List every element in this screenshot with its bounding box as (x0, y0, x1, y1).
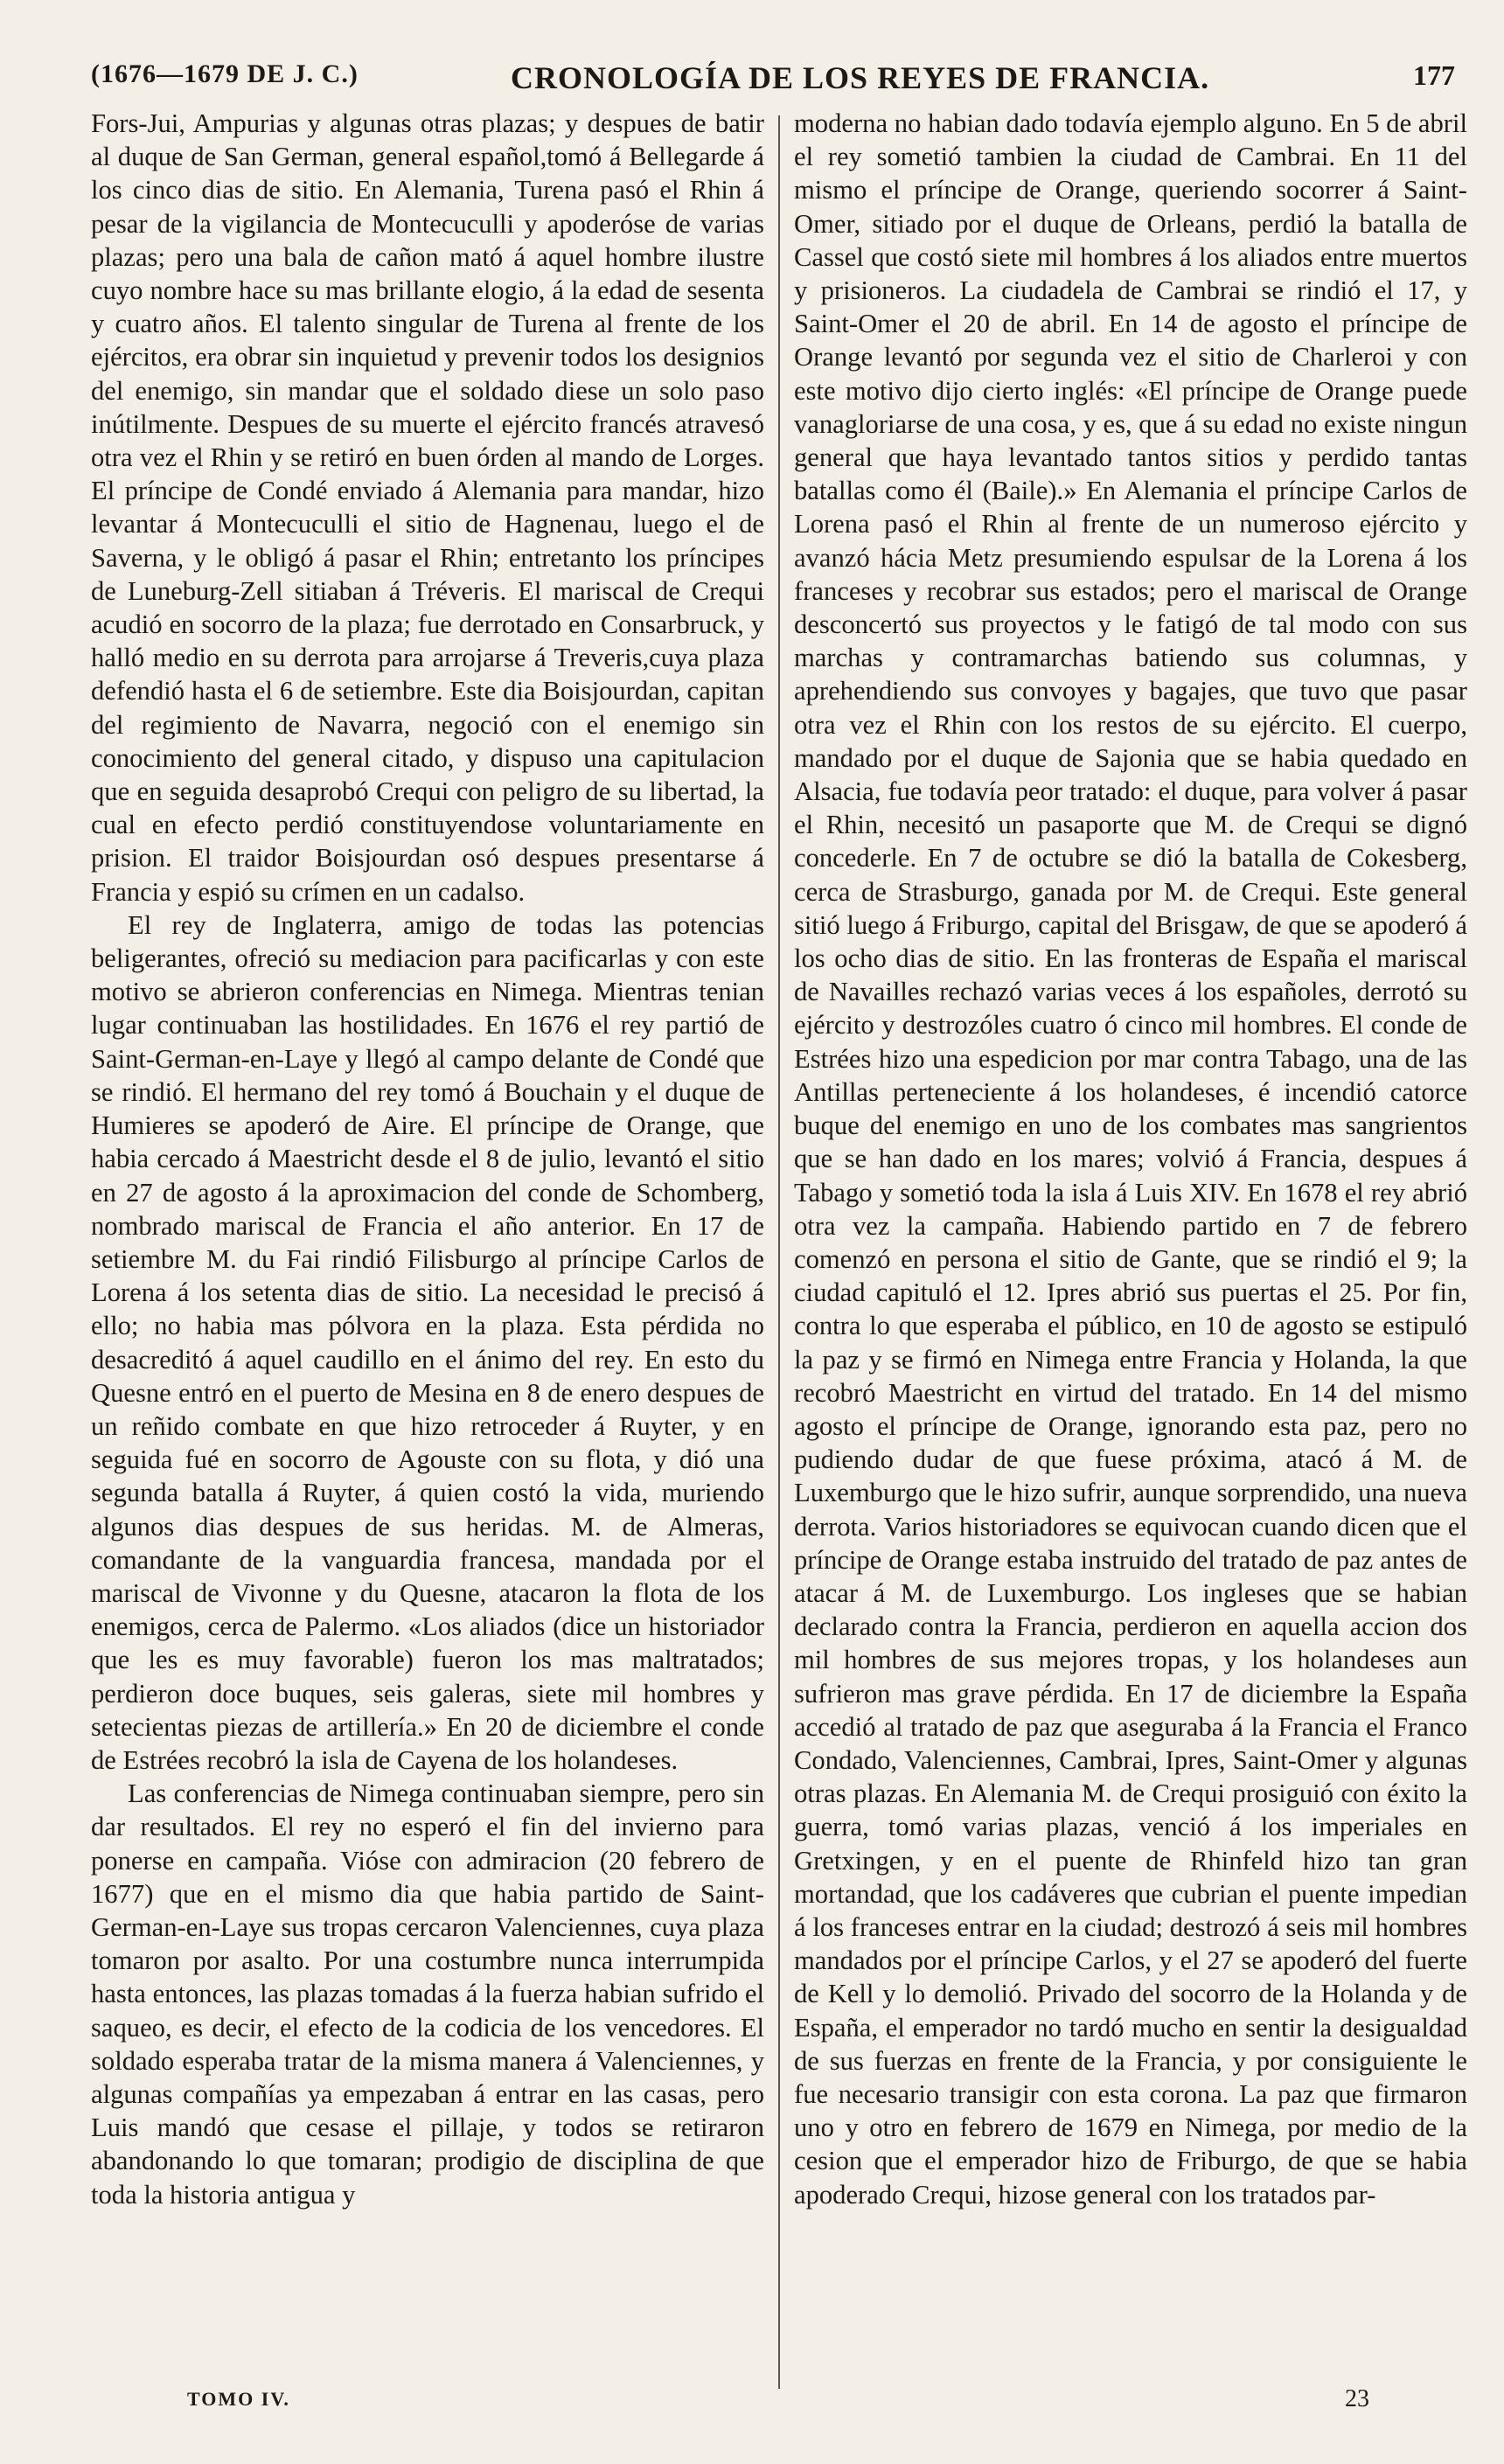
page-header (91, 59, 1455, 112)
column-divider (778, 115, 780, 2389)
left-paragraph-2: El rey de Inglaterra, amigo de todas las potencias beligerantes, ofreció su mediacion para pacificarlas y con este motivo se abrieron conferencias en Nimega. Mientras tenian lugar continuaban las hostilidades. En 1676 el rey partió de Saint-German-en-Laye y llegó al campo delante de Condé que se rindió. El hermano del rey tomó á Bouchain y el duque de Humieres se apoderó de Aire. El príncipe de Orange, que habia cercado á Maestricht desde el 8 de julio, levantó el sitio en 27 de agosto á la aproximacion del conde de Schomberg, nombrado mariscal de Francia el año anterior. En 17 de setiembre M. du Fai rindió Filisburgo al príncipe Carlos de Lorena á los setenta dias de sitio. La necesidad le precisó á ello; no habia mas pólvora en la plaza. Esta pérdida no desacreditó á aquel caudillo en el ánimo del rey. En esto du Quesne entró en el puerto de Mesina en 8 de enero despues de un reñido combate en que hizo retroceder á Ruyter, y en seguida fué en socorro de Agouste con su flota, y dió una segunda batalla á Ruyter, á quien costó la vida, muriendo algunos dias despues de sus heridas. M. de Almeras, comandante de la vanguardia francesa, mandada por el mariscal de Vivonne y du Quesne, atacaron la flota de los enemigos, cerca de Palermo. «Los aliados (dice un historiador que les es muy favorable) fueron los mas maltratados; perdieron doce buques, seis galeras, siete mil hombres y setecientas piezas de artillería.» En 20 de diciembre el conde de Estrées recobró la isla de Cayena de los holandeses. (91, 909, 764, 1775)
left-column (91, 107, 764, 2363)
header-date-range: (1676—1679 DE J. C.) (91, 59, 359, 88)
left-paragraph-1: Fors-Jui, Ampurias y algunas otras plazas; y despues de batir al duque de San German, general español,tomó á Bellegarde á los cinco dias de sitio. En Alemania, Turena pasó el Rhin á pesar de la vigilancia de Montecuculli y apoderóse de varias plazas; pero una bala de cañon mató á aquel hombre ilustre cuyo nombre hace su mas brillante elogio, á la edad de sesenta y cuatro años. El talento singular de Turena al frente de los ejércitos, era obrar sin inquietud y prevenir todos los designios del enemigo, sin mandar que el soldado diese un solo paso inútilmente. Despues de su muerte el ejército francés atravesó otra vez el Rhin y se retiró en buen órden al mando de Lorges. El príncipe de Condé enviado á Alemania para mandar, hizo levantar á Montecuculli el sitio de Hagnenau, luego el de Saverna, y le obligó á pasar el Rhin; entretanto los príncipes de Luneburg-Zell sitiaban á Tréveris. El mariscal de Crequi acudió en socorro de la plaza; fue derrotado en Consarbruck, y halló medio en su derrota para arrojarse á Treveris,cuya plaza defendió hasta el 6 de setiembre. Este dia Boisjourdan, capitan del regimiento de Navarra, negoció con el enemigo sin conocimiento del general citado, y dispuso una capitulacion que en seguida desaprobó Crequi con peligro de su libertad, la cual en efecto perdió constituyendose voluntariamente en prision. El traidor Boisjourdan osó despues presentarse á Francia y espió su crímen en un cadalso. (91, 108, 764, 907)
footer-volume: TOMO IV. (187, 2388, 290, 2410)
left-paragraph-3: Las conferencias de Nimega continuaban siempre, pero sin dar resultados. El rey no esperó el fin del invierno para ponerse en campaña. Vióse con admiracion (20 febrero de 1677) que en el mismo dia que habia partido de Saint-German-en-Laye sus tropas cercaron Valenciennes, cuya plaza tomaron por asalto. Por una costumbre nunca interrumpida hasta entonces, las plazas tomadas á la fuerza habian sufrido el saqueo, es decir, el efecto de la codicia de los vencedores. El soldado esperaba tratar de la misma manera á Valenciennes, y algunas compañías ya empezaban á entrar en las casas, pero Luis mandó que cesase el pillaje, y todos se retiraron abandonando lo que tomaran; prodigio de disciplina de que toda la historia antigua y (91, 1778, 764, 2210)
footer-signature: 23 (1345, 2385, 1369, 2412)
header-page-number: 177 (1413, 59, 1455, 91)
header-title: CRONOLOGÍA DE LOS REYES DE FRANCIA. (511, 60, 1210, 95)
right-column (794, 107, 1467, 2363)
right-paragraph-1: moderna no habian dado todavía ejemplo alguno. En 5 de abril el rey sometió tambien la ciudad de Cambrai. En 11 del mismo el príncipe de Orange, queriendo socorrer á Saint-Omer, sitiado por el duque de Orleans, perdió la batalla de Cassel que costó siete mil hombres á los aliados entre muertos y prisioneros. La ciudadela de Cambrai se rindió el 17, y Saint-Omer el 20 de abril. En 14 de agosto el príncipe de Orange levantó por segunda vez el sitio de Charleroi y con este motivo dijo cierto inglés: «El príncipe de Orange puede vanagloriarse de una cosa, y es, que á su edad no existe ningun general que haya levantado tantos sitios y perdido tantas batallas como él (Baile).» En Alemania el príncipe Carlos de Lorena pasó el Rhin al frente de un numeroso ejército y avanzó hácia Metz presumiendo espulsar de la Lorena á los franceses y recobrar sus estados; pero el mariscal de Orange desconcertó sus proyectos y le fatigó de tal modo con sus marchas y contramarchas batiendo sus columnas, y aprehendiendo sus convoyes y bagajes, que tuvo que pasar otra vez el Rhin con los restos de su ejército. El cuerpo, mandado por el duque de Sajonia que se habia quedado en Alsacia, fue todavía peor tratado: el duque, para volver á pasar el Rhin, necesitó un pasaporte que M. de Crequi se dignó concederle. En 7 de octubre se dió la batalla de Cokesberg, cerca de Strasburgo, ganada por M. de Crequi. Este general sitió luego á Friburgo, capital del Brisgaw, de que se apoderó á los ocho dias de sitio. En las fronteras de España el mariscal de Navailles rechazó varias veces á los españoles, derrotó su ejército y destrozóles cuatro ó cinco mil hombres. El conde de Estrées hizo una espedicion por mar contra Tabago, una de las Antillas perteneciente á los holandeses, é incendió catorce buque del enemigo en uno de los combates mas sangrientos que se han dado en los mares; volvió á Francia, despues á Tabago y sometió toda la isla á Luis XIV. En 1678 el rey abrió otra vez la campaña. Habiendo partido en 7 de febrero comenzó en persona el sitio de Gante, que se rindió el 9; la ciudad capituló el 12. Ipres abrió sus puertas el 25. Por fin, contra lo que esperaba el público, en 10 de agosto se estipuló la paz y se firmó en Nimega entre Francia y Holanda, la que recobró Maestricht en virtud del tratado. En 14 del mismo agosto el príncipe de Orange, ignorando esta paz, pero no pudiendo dudar de que fuese próxima, atacó á M. de Luxemburgo que le hizo sufrir, aunque sorprendido, una nueva derrota. Varios historiadores se equivocan cuando dicen que el príncipe de Orange estaba instruido del tratado de paz antes de atacar á M. de Luxemburgo. Los ingleses que se habian declarado contra la Francia, perdieron en aquella accion dos mil hombres de sus mejores tropas, y los holandeses aun sufrieron mas grave pérdida. En 17 de diciembre la España accedió al tratado de paz que aseguraba á la Francia el Franco Condado, Valenciennes, Cambrai, Ipres, Saint-Omer y algunas otras plazas. En Alemania M. de Crequi prosiguió con éxito la guerra, tomó varias plazas, venció á los imperiales en Gretxingen, y en el puente de Rhinfeld hizo tan gran mortandad, que los cadáveres que cubrian el puente impedian á los franceses entrar en la ciudad; destrozó á seis mil hombres mandados por el príncipe Carlos, y el 27 se apoderó del fuerte de Kell y lo demolió. Privado del socorro de la Holanda y de España, el emperador no tardó mucho en sentir la desigualdad de sus fuerzas en frente de la Francia, y por consiguiente le fue necesario transigir con esta corona. La paz que firmaron uno y otro en febrero de 1679 en Nimega, por medio de la cesion que el emperador hizo de Friburgo, de que se habia apoderado Crequi, hizose general con los tratados par- (794, 108, 1467, 2210)
